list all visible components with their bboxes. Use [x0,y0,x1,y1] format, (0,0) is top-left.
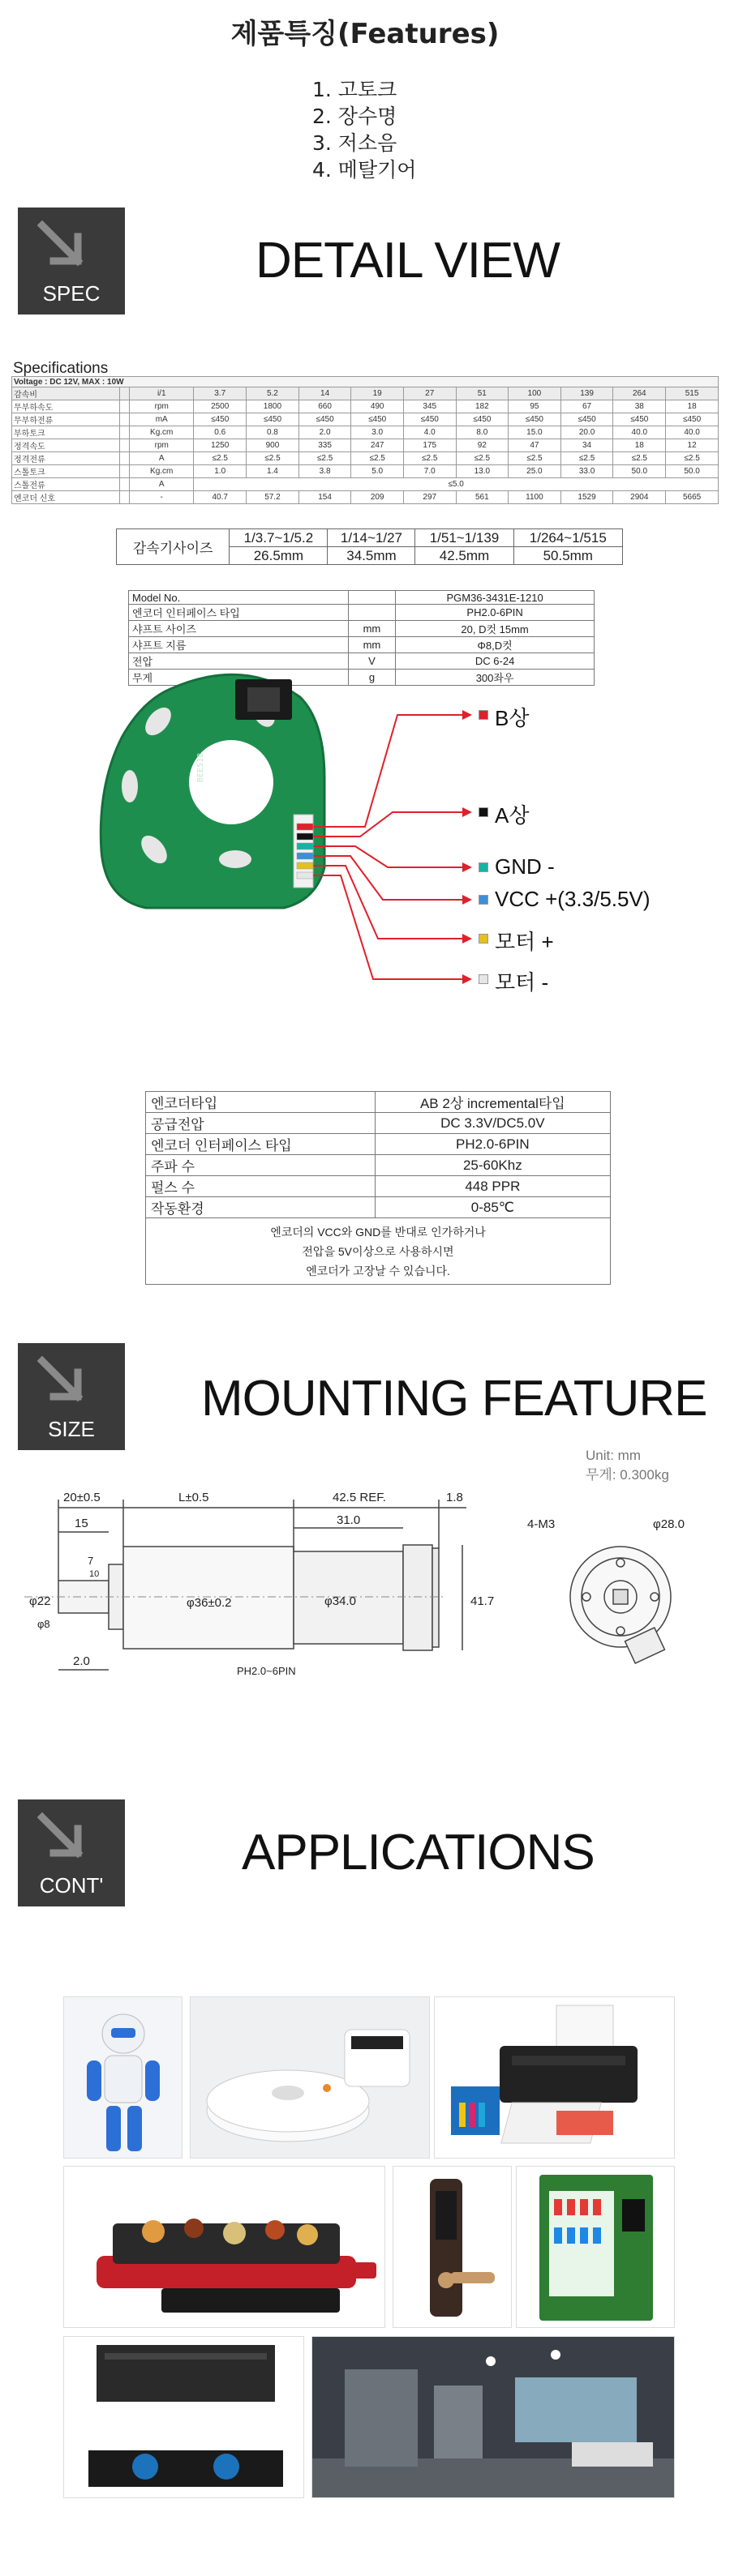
spec-cell: 0.6 [194,426,247,439]
feature-item: 2. 장수명 [312,105,397,128]
spec-cell: 660 [298,400,351,413]
spec-row [12,413,719,426]
spec-cell [120,465,130,478]
wire-band [297,872,313,879]
encoder-value: 25-60Khz [375,1155,610,1176]
cont-badge-label: CONT' [39,1873,104,1898]
spec-cell: 47 [509,439,561,452]
model-value: 300좌우 [396,670,595,686]
range-hood-image [63,2336,304,2498]
humanoid-robot-image [63,1996,182,2159]
spec-cell: Kg.cm [130,465,194,478]
wire-label: GND - [495,854,555,879]
spec-cell: 490 [351,400,404,413]
model-key: 무게 [129,670,349,686]
spec-cell: 13.0 [456,465,509,478]
detail-view-title: DETAIL VIEW [256,233,560,289]
model-value: PGM36-3431E-1210 [396,591,595,605]
spec-cell: 1.0 [194,465,247,478]
spec-cell: 스톨전류 [12,478,120,491]
spec-cell [120,439,130,452]
spec-cell: 209 [351,491,404,504]
spec-cell: Kg.cm [130,426,194,439]
dim-label: 42.5 REF. [333,1491,386,1504]
spec-cell: 154 [298,491,351,504]
spec-cell: 15.0 [509,426,561,439]
model-unit [348,591,396,605]
spec-cell: 515 [666,387,719,400]
wire-color-swatch [479,862,488,872]
wire-color-swatch [479,934,488,944]
spec-cell: 1250 [194,439,247,452]
unit-label: Unit: mm [586,1448,641,1463]
applications-title: APPLICATIONS [242,1825,595,1881]
encoder-key: 펄스 수 [146,1176,376,1197]
spec-cell: 20.0 [560,426,613,439]
dim-label: 41.7 [470,1594,495,1608]
spec-cell [120,387,130,400]
spec-cell: 335 [298,439,351,452]
spec-cell: 1800 [247,400,299,413]
size-badge-label: SIZE [48,1417,95,1441]
spec-cell: 95 [509,400,561,413]
features-list [312,76,416,183]
ratio-cell: 1/3.7~1/5.2 [230,529,328,547]
wire-band [297,853,313,859]
feature-item: 1. 고토크 [312,78,397,101]
spec-cell [120,478,130,491]
smart-home-interior-image [311,2336,675,2498]
wire-color-swatch [479,710,488,720]
spec-row [12,465,719,478]
spec-cell: 19 [351,387,404,400]
spec-cell [120,452,130,465]
spec-cell: ≤2.5 [194,452,247,465]
spec-row [12,491,719,504]
cont-badge [18,1799,125,1906]
dim-label: 20±0.5 [63,1491,101,1504]
spec-row [12,452,719,465]
spec-cell: 50.0 [613,465,666,478]
spec-cell: 8.0 [456,426,509,439]
model-value: PH2.0-6PIN [396,605,595,621]
wire-label: A상 [495,803,530,828]
encoder-warning-note [146,1218,611,1285]
spec-cell: ≤2.5 [509,452,561,465]
model-value: 20, D컷 15mm [396,621,595,637]
spec-cell: 스톨토크 [12,465,120,478]
spec-cell: - [130,491,194,504]
spec-cell: 5.0 [351,465,404,478]
dim-label: φ34.0 [324,1594,356,1608]
spec-cell: ≤2.5 [613,452,666,465]
spec-cell: 297 [403,491,456,504]
spec-cell: ≤450 [509,413,561,426]
arrowhead-icon [462,807,472,817]
spec-cell: 3.0 [351,426,404,439]
spec-cell: ≤450 [403,413,456,426]
spec-cell: 51 [456,387,509,400]
ratio-cell: 1/14~1/27 [328,529,415,547]
encoder-key: 주파 수 [146,1155,376,1176]
spec-cell: ≤450 [247,413,299,426]
dim-label: 10 [89,1569,100,1579]
spec-cell: 40.0 [666,426,719,439]
spec-cell: 182 [456,400,509,413]
spec-cell: 38 [613,400,666,413]
wire-leader-line [313,866,462,939]
dim-label: φ28.0 [653,1517,685,1531]
spec-cell: ≤450 [194,413,247,426]
spec-cell [120,491,130,504]
spec-cell: 3.7 [194,387,247,400]
dim-label: PH2.0~6PIN [237,1665,296,1677]
arrow-down-right-icon [37,1812,88,1863]
spec-cell: 1.4 [247,465,299,478]
encoder-value: 0-85℃ [375,1197,610,1218]
smart-door-lock-image [393,2166,512,2328]
wire-label: 모터 + [495,930,554,954]
dim-label: φ22 [29,1594,51,1608]
size-cell: 42.5mm [415,547,513,565]
spec-cell: 0.8 [247,426,299,439]
encoder-value: DC 3.3V/DC5.0V [375,1113,610,1134]
dim-label: 15 [75,1517,88,1530]
spec-cell: 57.2 [247,491,299,504]
wire-color-swatch [479,895,488,905]
dim-label: 7 [88,1555,94,1567]
mounting-drawing [24,1483,706,1702]
arrowhead-icon [462,895,472,905]
spec-cell: 4.0 [403,426,456,439]
wire-band [297,862,313,869]
wire-leader-line [313,715,462,827]
specifications-heading: Specifications [13,360,109,377]
encoder-board-illustration [81,665,535,1021]
spec-cell: ≤2.5 [351,452,404,465]
wire-label: 모터 - [495,970,549,995]
model-unit: g [348,670,396,686]
spec-row [12,439,719,452]
model-key: 전압 [129,653,349,670]
spec-cell: 부하토크 [12,426,120,439]
arrow-down-right-icon [37,220,88,271]
spec-cell: 264 [613,387,666,400]
model-key: 샤프트 사이즈 [129,621,349,637]
spec-cell: 1529 [560,491,613,504]
spec-cell: 14 [298,387,351,400]
spec-cell: ≤2.5 [456,452,509,465]
wire-leader-line [313,812,462,837]
spec-cell: ≤450 [666,413,719,426]
spec-cell: 18 [613,439,666,452]
spec-cell: 247 [351,439,404,452]
spec-cell: 900 [247,439,299,452]
robot-vacuum-image [190,1996,430,2159]
spec-cell: 무부하전류 [12,413,120,426]
spec-cell: 5665 [666,491,719,504]
feature-item: 3. 저소음 [312,131,397,155]
dim-label: L±0.5 [178,1491,209,1504]
spec-cell: 2.0 [298,426,351,439]
spec-cell: ≤450 [456,413,509,426]
size-badge [18,1343,125,1450]
spec-cell: ≤450 [351,413,404,426]
ratio-cell: 1/51~1/139 [415,529,513,547]
spec-cell: 엔코더 신호 [12,491,120,504]
weight-label: 무게: 0.300kg [586,1467,669,1483]
spec-cell: ≤2.5 [666,452,719,465]
spec-badge [18,208,125,315]
spec-cell: 50.0 [666,465,719,478]
spec-cell: 27 [403,387,456,400]
spec-cell: 정격전류 [12,452,120,465]
spec-cell: ≤2.5 [403,452,456,465]
spec-cell: 67 [560,400,613,413]
model-unit: mm [348,621,396,637]
spec-cell: 92 [456,439,509,452]
pcb-text: BEE518 [196,752,205,782]
note-line: 엔코더가 고장날 수 있습니다. [306,1264,450,1277]
model-key: 엔코더 인터페이스 타입 [129,605,349,621]
encoder-value: AB 2상 incremental타입 [375,1092,610,1113]
dim-label: 31.0 [337,1513,361,1527]
spec-row [12,400,719,413]
spec-cell: 175 [403,439,456,452]
spec-cell: 33.0 [560,465,613,478]
spec-cell: 40.7 [194,491,247,504]
spec-cell: ≤2.5 [298,452,351,465]
encoder-key: 공급전압 [146,1113,376,1134]
spec-cell: A [130,452,194,465]
model-unit [348,605,396,621]
spec-cell: 18 [666,400,719,413]
spec-cell: A [130,478,194,491]
model-key: Model No. [129,591,349,605]
wire-leader-line [313,875,462,979]
spec-cell: rpm [130,439,194,452]
features-title: 제품특징(Features) [230,18,500,50]
ratio-cell: 1/264~1/515 [513,529,622,547]
arrow-down-right-icon [37,1356,88,1406]
encoder-key: 엔코더타입 [146,1092,376,1113]
size-cell: 34.5mm [328,547,415,565]
size-cell: 26.5mm [230,547,328,565]
spec-badge-label: SPEC [42,281,101,306]
spec-cell: 40.0 [613,426,666,439]
dim-label: 2.0 [73,1654,90,1668]
wire-band [297,843,313,849]
size-cell: 50.5mm [513,547,622,565]
spec-cell: rpm [130,400,194,413]
mounting-feature-title: MOUNTING FEATURE [201,1371,707,1427]
spec-cell: 12 [666,439,719,452]
arrowhead-icon [462,934,472,944]
arrowhead-icon [462,710,472,720]
spec-cell: ≤2.5 [560,452,613,465]
spec-row [12,478,719,491]
gearbox-size-table [116,528,623,565]
note-line: 전압을 5V이상으로 사용하시면 [302,1244,454,1258]
encoder-value: PH2.0-6PIN [375,1134,610,1155]
arrowhead-icon [462,862,472,872]
spec-cell: 3.8 [298,465,351,478]
spec-cell: 34 [560,439,613,452]
spec-cell: 2904 [613,491,666,504]
wire-label: B상 [495,706,530,730]
electric-grill-image [63,2166,385,2328]
arrowhead-icon [462,974,472,984]
spec-cell [120,413,130,426]
encoder-key: 작동환경 [146,1197,376,1218]
encoder-value: 448 PPR [375,1176,610,1197]
dim-label: 1.8 [446,1491,463,1504]
vending-machine-image [516,2166,675,2328]
model-value: Φ8,D컷 [396,637,595,653]
dim-label: φ8 [37,1618,50,1630]
dim-label: 4-M3 [527,1517,556,1531]
spec-header-row [12,387,719,400]
specifications-table [11,376,719,504]
encoder-key: 엔코더 인터페이스 타입 [146,1134,376,1155]
spec-cell: ≤450 [560,413,613,426]
model-unit: V [348,653,396,670]
spec-cell: mA [130,413,194,426]
wire-label: VCC +(3.3/5.5V) [495,887,651,911]
spec-cell: 1100 [509,491,561,504]
spec-cell: 25.0 [509,465,561,478]
spec-cell: ≤2.5 [247,452,299,465]
spec-cell: ≤450 [613,413,666,426]
spec-cell: i/1 [130,387,194,400]
spec-cell: 561 [456,491,509,504]
note-line: 엔코더의 VCC와 GND를 반대로 인가하거나 [270,1225,486,1239]
inkjet-printer-image [434,1996,675,2159]
spec-cell: 5.2 [247,387,299,400]
feature-item: 4. 메탈기어 [312,158,417,182]
model-key: 샤프트 지름 [129,637,349,653]
spec-cell: 100 [509,387,561,400]
encoder-spec-table [145,1091,611,1285]
spec-cell: ≤450 [298,413,351,426]
model-unit: mm [348,637,396,653]
spec-cell: 2500 [194,400,247,413]
wire-color-swatch [479,807,488,817]
voltage-row: Voltage : DC 12V, MAX : 10W [12,377,719,387]
spec-cell [120,400,130,413]
wire-band [297,824,313,830]
spec-cell: ≤5.0 [194,478,719,491]
spec-cell: 정격속도 [12,439,120,452]
spec-row [12,426,719,439]
wire-band [297,833,313,840]
spec-cell [120,426,130,439]
wire-leader-line [313,856,462,900]
wire-color-swatch [479,974,488,984]
spec-cell: 무부하속도 [12,400,120,413]
spec-cell: 139 [560,387,613,400]
gearbox-size-label: 감속기사이즈 [117,529,230,565]
dim-label: φ36±0.2 [187,1596,232,1610]
model-value: DC 6-24 [396,653,595,670]
spec-cell: 345 [403,400,456,413]
spec-cell: 감속비 [12,387,120,400]
spec-cell: 7.0 [403,465,456,478]
